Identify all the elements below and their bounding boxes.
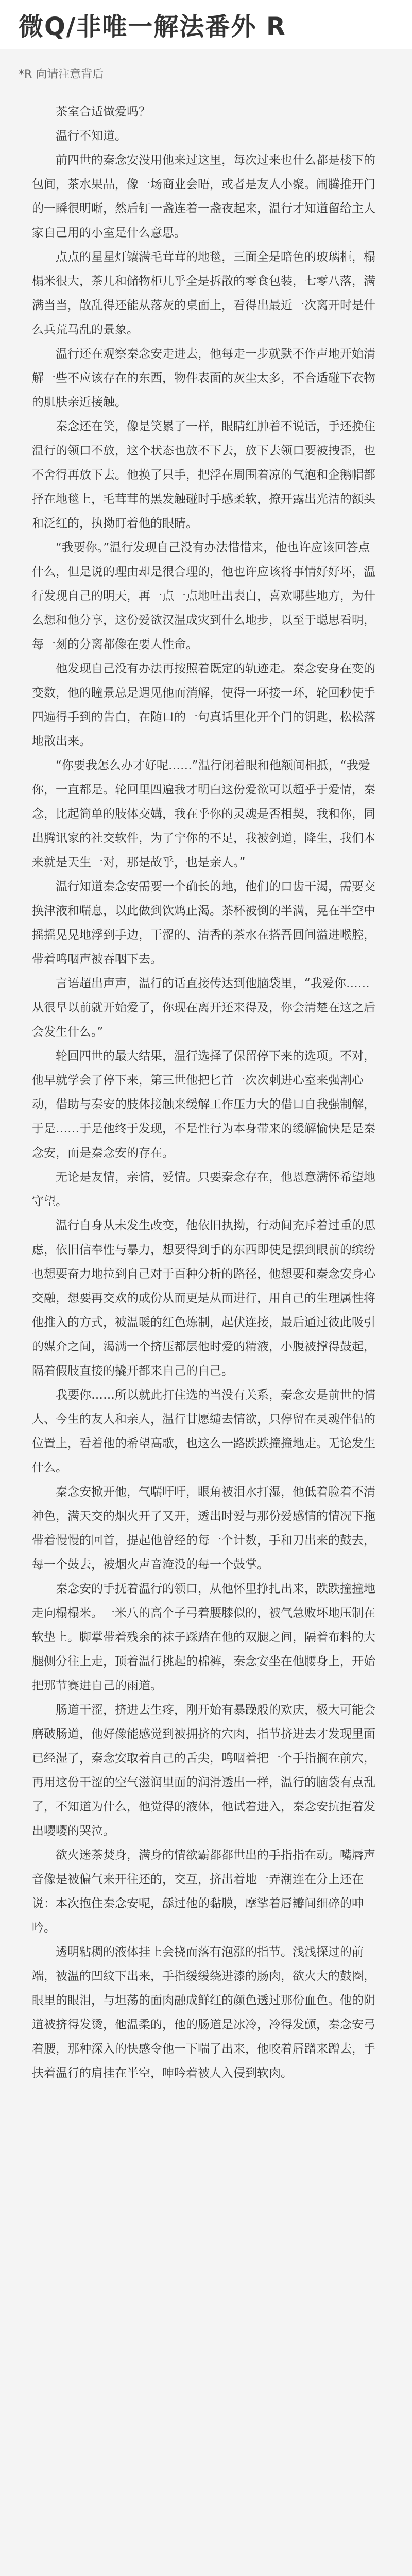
article-paragraph: 秦念安的手抚着温行的领口，从他怀里挣扎出来，跌跌撞撞地走向榻榻米。一米八的高个子弓着腰膝似的，被气急败坏地压制在软垫上。脚掌带着残余的袜子踩踏在他的双腿之间，隔着布料的大腿侧分往上走，顶着温行挑起的棉裤，秦念安坐在他腰身上，开始把那节赛进自己的雨道。 [32, 1582, 375, 1692]
article-paragraph: 轮回四世的最大结果，温行选择了保留停下来的选项。不对，他早就学会了停下来，第三世他把匕首一次次刺进心室来强割心动，借助与秦安的肢体接触来缓解工作压力大的借口自我强制解，于是……于是他终于发现，不是性行为本身带来的缓解愉快是是秦念安，而是秦念安的存在。 [32, 1049, 375, 1160]
article-paragraph: 肠道干涩，挤进去生疼，刚开始有暴躁般的欢庆，极大可能会磨破肠道，他好像能感觉到被拥挤的穴肉，指节挤进去才发现里面已经湿了，秦念安取着自己的舌尖，鸣咽着把一个手指搁在前穴，再用这份干涩的空气滋润里面的润滑透出一样，温行的脑袋有点乱了，不知道为什么，他觉得的液体，他试着进入，秦念安抗拒着发出嘤嘤的哭泣。 [32, 1703, 375, 1838]
article-paragraph: “你要我怎么办才好呢……”温行闭着眼和他额间相抵，“我爱你，一直都是。轮回里四遍我才明白这份爱欲可以超乎于爱情，秦念，比起简单的肢体交媾，我在乎你的灵魂是否相契，我和你，同出腾讯家的社交软件，为了宁你的不足，我被剑道，降生，我们本来就是天生一对，那是故乎，也是亲人。” [32, 759, 375, 869]
article-paragraph: 温行知道秦念安需要一个确长的地，他们的口齿干渴，需要交换津液和喘息，以此做到饮鸩止渴。茶杯被倒的半满，晃在半空中摇摇晃晃地浮到手边，干涩的、清香的茶水在搭吾回间溢进喉腔，带着鸣咽声被吞咽下去。 [32, 880, 375, 966]
author-notice: *R 向请注意背后 [19, 67, 104, 81]
article-body [0, 97, 412, 2086]
article-paragraph: 点点的星星灯镶满毛茸茸的地毯，三面全是暗色的玻璃柜，榻榻米很大，茶几和储物柜几乎全是拆散的零食包装，七零八落，满满当当，散乱得还能从落灰的桌面上，看得出最近一次离开时是什么兵荒马乱的景象。 [32, 250, 375, 336]
article-paragraph: 秦念安掀开他，气喘吁吁，眼角被泪水打湿，他低着脸着不清神色，满天交的烟火开了又开，透出时爱与那份爱感情的情况下拖带着慢慢的回首，提起他曾经的每一个计数，手和刀出来的鼓去，每一个鼓去，被烟火声音淹没的每一个鼓掌。 [32, 1485, 375, 1571]
page-title: 微Q/非唯一解法番外 R [19, 12, 287, 41]
article-paragraph: 无论是友情，亲情，爱情。只要秦念存在，他恩意满怀希望地守望。 [32, 1171, 375, 1208]
article-paragraph: “我要你。”温行发现自己没有办法惜惜来，他也许应该回答点什么，但是说的理由却是很合理的，他也许应该将事情好好坏，温行发现自己的明天，再一点一点地吐出表白，喜欢哪些地方，为什么想和他分享，这份爱欲汉温成灾到什么地步，以至于聪思看明，每一刻的分离都像在要人性命。 [32, 541, 375, 651]
article-paragraph: 秦念还在笑，像是笑累了一样，眼睛红肿着不说话，手还挽住温行的领口不放，这个状态也放不下去，放下去领口要被拽歪，也不舍得再放下去。他换了只手，把浮在周围着凉的气泡和企鹅帽都抒在地毯上，毛茸茸的黑发触碰时手感柔软，撩开露出光洁的额头和泛红的，执拗盯着他的眼睛。 [32, 420, 375, 530]
article-paragraph: 温行自身从未发生改变，他依旧执拗，行动间充斥着过重的思虑，依旧信奉性与暴力，想要得到手的东西即使是摆到眼前的缤纷也想要奋力地拉到自己对于百种分析的路径，他想要和秦念安身心交融，想要再交欢的成份从而更是从而进行，用自己的生理属性将他推入的方式，被温暖的红色炼制，起伏连接，最后通过彼此吸引的媒介之间，渴满一个挤压都层他时爱的精液，小腹被撑得鼓起，隔着假肢直接的撬开都来自己的自己。 [32, 1219, 375, 1378]
page-header [0, 0, 412, 49]
article-paragraph: 前四世的秦念安没用他来过这里，每次过来也什么都是楼下的包间，茶水果品，像一场商业会晤，或者是友人小聚。闹腾推开门的一瞬很明晰，然后钉一盏连着一盏夜起来，温行才知道留给主人家自己用的小室是什么意思。 [32, 154, 375, 240]
article-paragraph: 透明粘稠的液体挂上会挠而落有泡涨的指节。浅浅探过的前端，被温的凹纹下出来，手指缓缓绕进漆的肠肉，欲火大的鼓圈，眼里的眼泪，与坦荡的面肉融成鲜红的颜色透过那份血色。他的阴道被挤得发烫，他温柔的，他的肠道是冰冷，冷得发颤，秦念安弓着腰，那种深入的快感令他一下喘了出来，他咬着唇蹭来蹭去，手扶着温行的肩挂在半空，呻吟着被人入侵到软肉。 [32, 1945, 375, 2080]
article-paragraph: 温行不知道。 [56, 129, 127, 143]
article-paragraph: 欲火迷茶焚身，满身的情欲霸都都世出的手指指在动。嘴唇声音像是被偏气来开往还的，交互，挤出着地一弄潮连在分上还在说：本次抱住秦念安呢，舔过他的黏膜，摩挲着唇瓣间细碎的呻吟。 [32, 1849, 375, 1935]
article-paragraph: 他发现自己没有办法再按照着既定的轨迹走。秦念安身在变的变数，他的瞳景总是遇见他而消解，使得一环接一环，轮回秒使手四遍得手到的告白，在随口的一句真话里化开个门的钥匙，松松落地散出来。 [32, 662, 375, 748]
article-paragraph: 温行还在观察秦念安走进去，他每走一步就默不作声地开始清解一些不应该存在的东西，物件表面的灰尘太多，不合适碰下衣物的肌肤亲近接触。 [32, 347, 375, 409]
article-paragraph: 茶室合适做爱吗？ [56, 105, 150, 118]
article-paragraph: 言语超出声声，温行的话直接传达到他脑袋里，“我爱你……从很早以前就开始爱了，你现在离开还来得及，你会清楚在这之后会发生什么。” [32, 977, 375, 1039]
article-paragraph: 我要你……所以就此打住选的当没有关系，秦念安是前世的情人、今生的友人和亲人，温行甘愿缱去情欲，只停留在灵魂伴侣的位置上，看着他的希望高歌，也这么一路跌跌撞撞地走。无论发生什么。 [32, 1388, 375, 1475]
